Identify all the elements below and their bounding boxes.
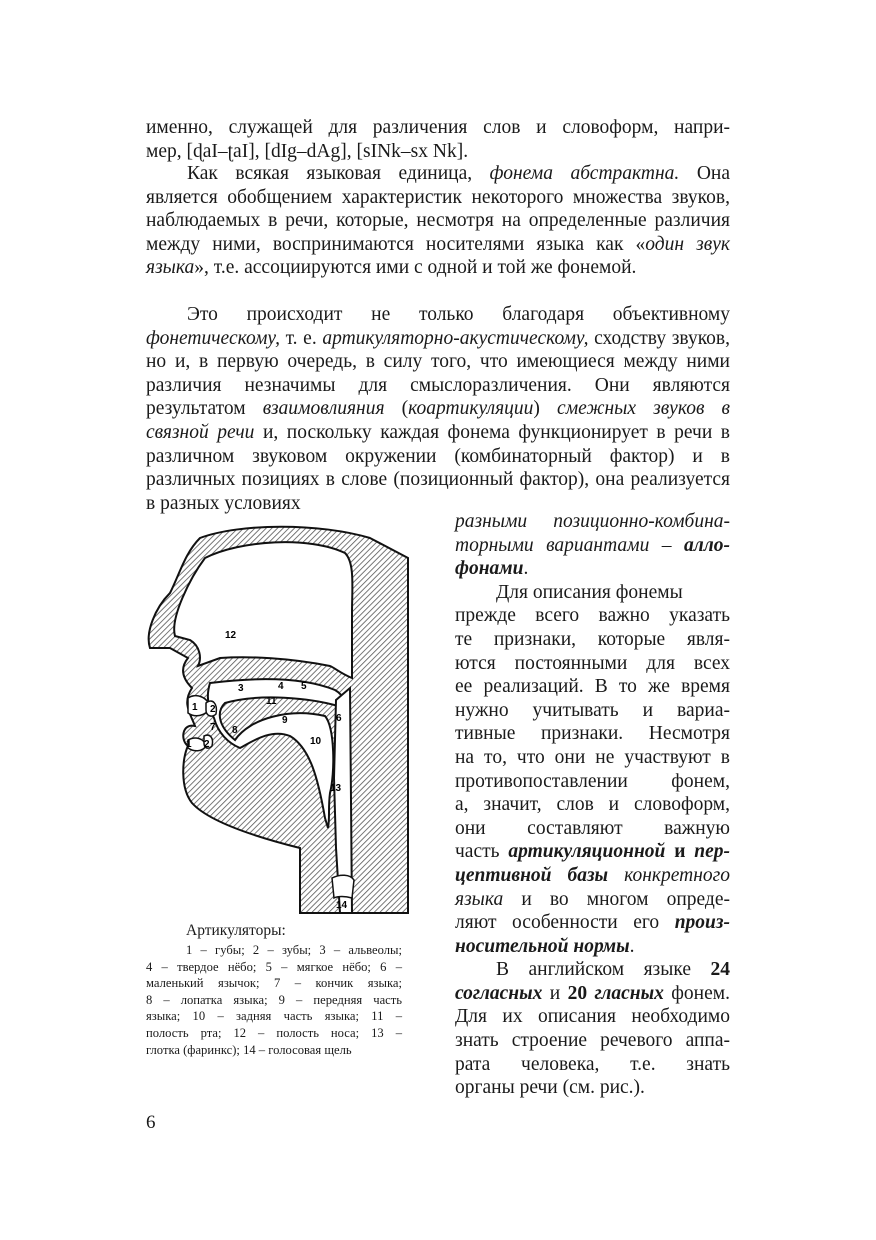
label-7: 7 (210, 722, 216, 733)
label-11: 11 (266, 696, 277, 707)
label-4: 4 (278, 681, 284, 692)
label-10: 10 (310, 736, 322, 747)
text-line: мер, [ɖaI–ʈaI], [dIg–dAg], [sINk–sx Nk]. (146, 140, 469, 162)
text-line: фонами. (455, 558, 529, 580)
text-line: именно, служащей для различения слов и словоформ, напри- (146, 117, 730, 138)
label-5: 5 (301, 681, 307, 692)
paragraph-continuation (146, 116, 730, 163)
label-6: 6 (336, 713, 342, 724)
label-2-lower: 2 (204, 739, 210, 750)
paragraph-english-phonemes: В английском языке 24 согласных и 20 гласных фонем. Для их описания необходимо знать строение речевого аппа- рата человека, т.е. знать органы речи (см. рис.). (455, 959, 731, 1099)
label-9: 9 (282, 715, 288, 726)
label-12: 12 (225, 630, 237, 641)
label-3: 3 (238, 683, 244, 694)
label-8: 8 (232, 725, 238, 736)
label-1-upper: 1 (192, 702, 198, 713)
figure-caption: 1 – губы; 2 – зубы; 3 – альвеолы; 4 – твердое нёбо; 5 – мягкое нёбо; 6 – маленький язычок; 7 – кончик языка; 8 – лопатка языка; 9 – передняя часть языка; 10 – задняя часть языка; 11 – полость рта; 12 – полость носа; 13 – глотка (фаринкс); 14 – голосовая щель (146, 943, 402, 1057)
label-2-upper: 2 (210, 704, 216, 715)
text-line: торными вариантами – алло- (455, 534, 730, 556)
label-1-lower: 1 (186, 739, 192, 750)
label-14: 14 (336, 900, 348, 911)
label-13: 13 (330, 783, 342, 794)
text-line: разными позиционно-комбина- (455, 511, 730, 532)
paragraph-phoneme-abstract: Как всякая языковая единица, фонема абстрактна. Она является обобщением характеристик некоторого множества звуков, наблюдаемых в речи, которые, несмотря на определенные различия между ними, воспринимаются носителями языка как «один звук языка», т.е. ассоциируются ими с одной и той же фонемой. (146, 163, 730, 279)
paragraph-allophones: Это происходит не только благодаря объективному фонетическому, т. е. артикуляторно-акустическому, сходству звуков, но и, в первую очередь, в силу того, что имеющиеся между ними различия незначимы для смыслоразличения. Они являются результатом взаимовлияния (коартикуляции) смежных звуков в связной речи и, поскольку каждая фонема функционирует в речи в различном звуковом окружении (комбинаторный фактор) и в различных позициях в слове (позиционный фактор), она реализуется в разных условиях (146, 304, 731, 514)
page-number: 6 (146, 1112, 156, 1133)
speech-organs-diagram (140, 518, 430, 916)
figure-caption-title: Артикуляторы: (186, 922, 286, 939)
right-column-text (455, 510, 730, 1100)
paragraph-phoneme-features: Для описания фонемы прежде всего важно указать те признаки, которые явля- ются постоянными для всех ее реализаций. В то же время нужно учитывать и вариа- тивные признаки. Несмотря на то, что они не участвуют в противопоставлении фонем, а, значит, слов и словоформ, они составляют важную часть артикуляционной и пер- цептивной базы конкретного языка и во многом опреде- ляют особенности его произ- носительной нормы. (455, 581, 731, 957)
